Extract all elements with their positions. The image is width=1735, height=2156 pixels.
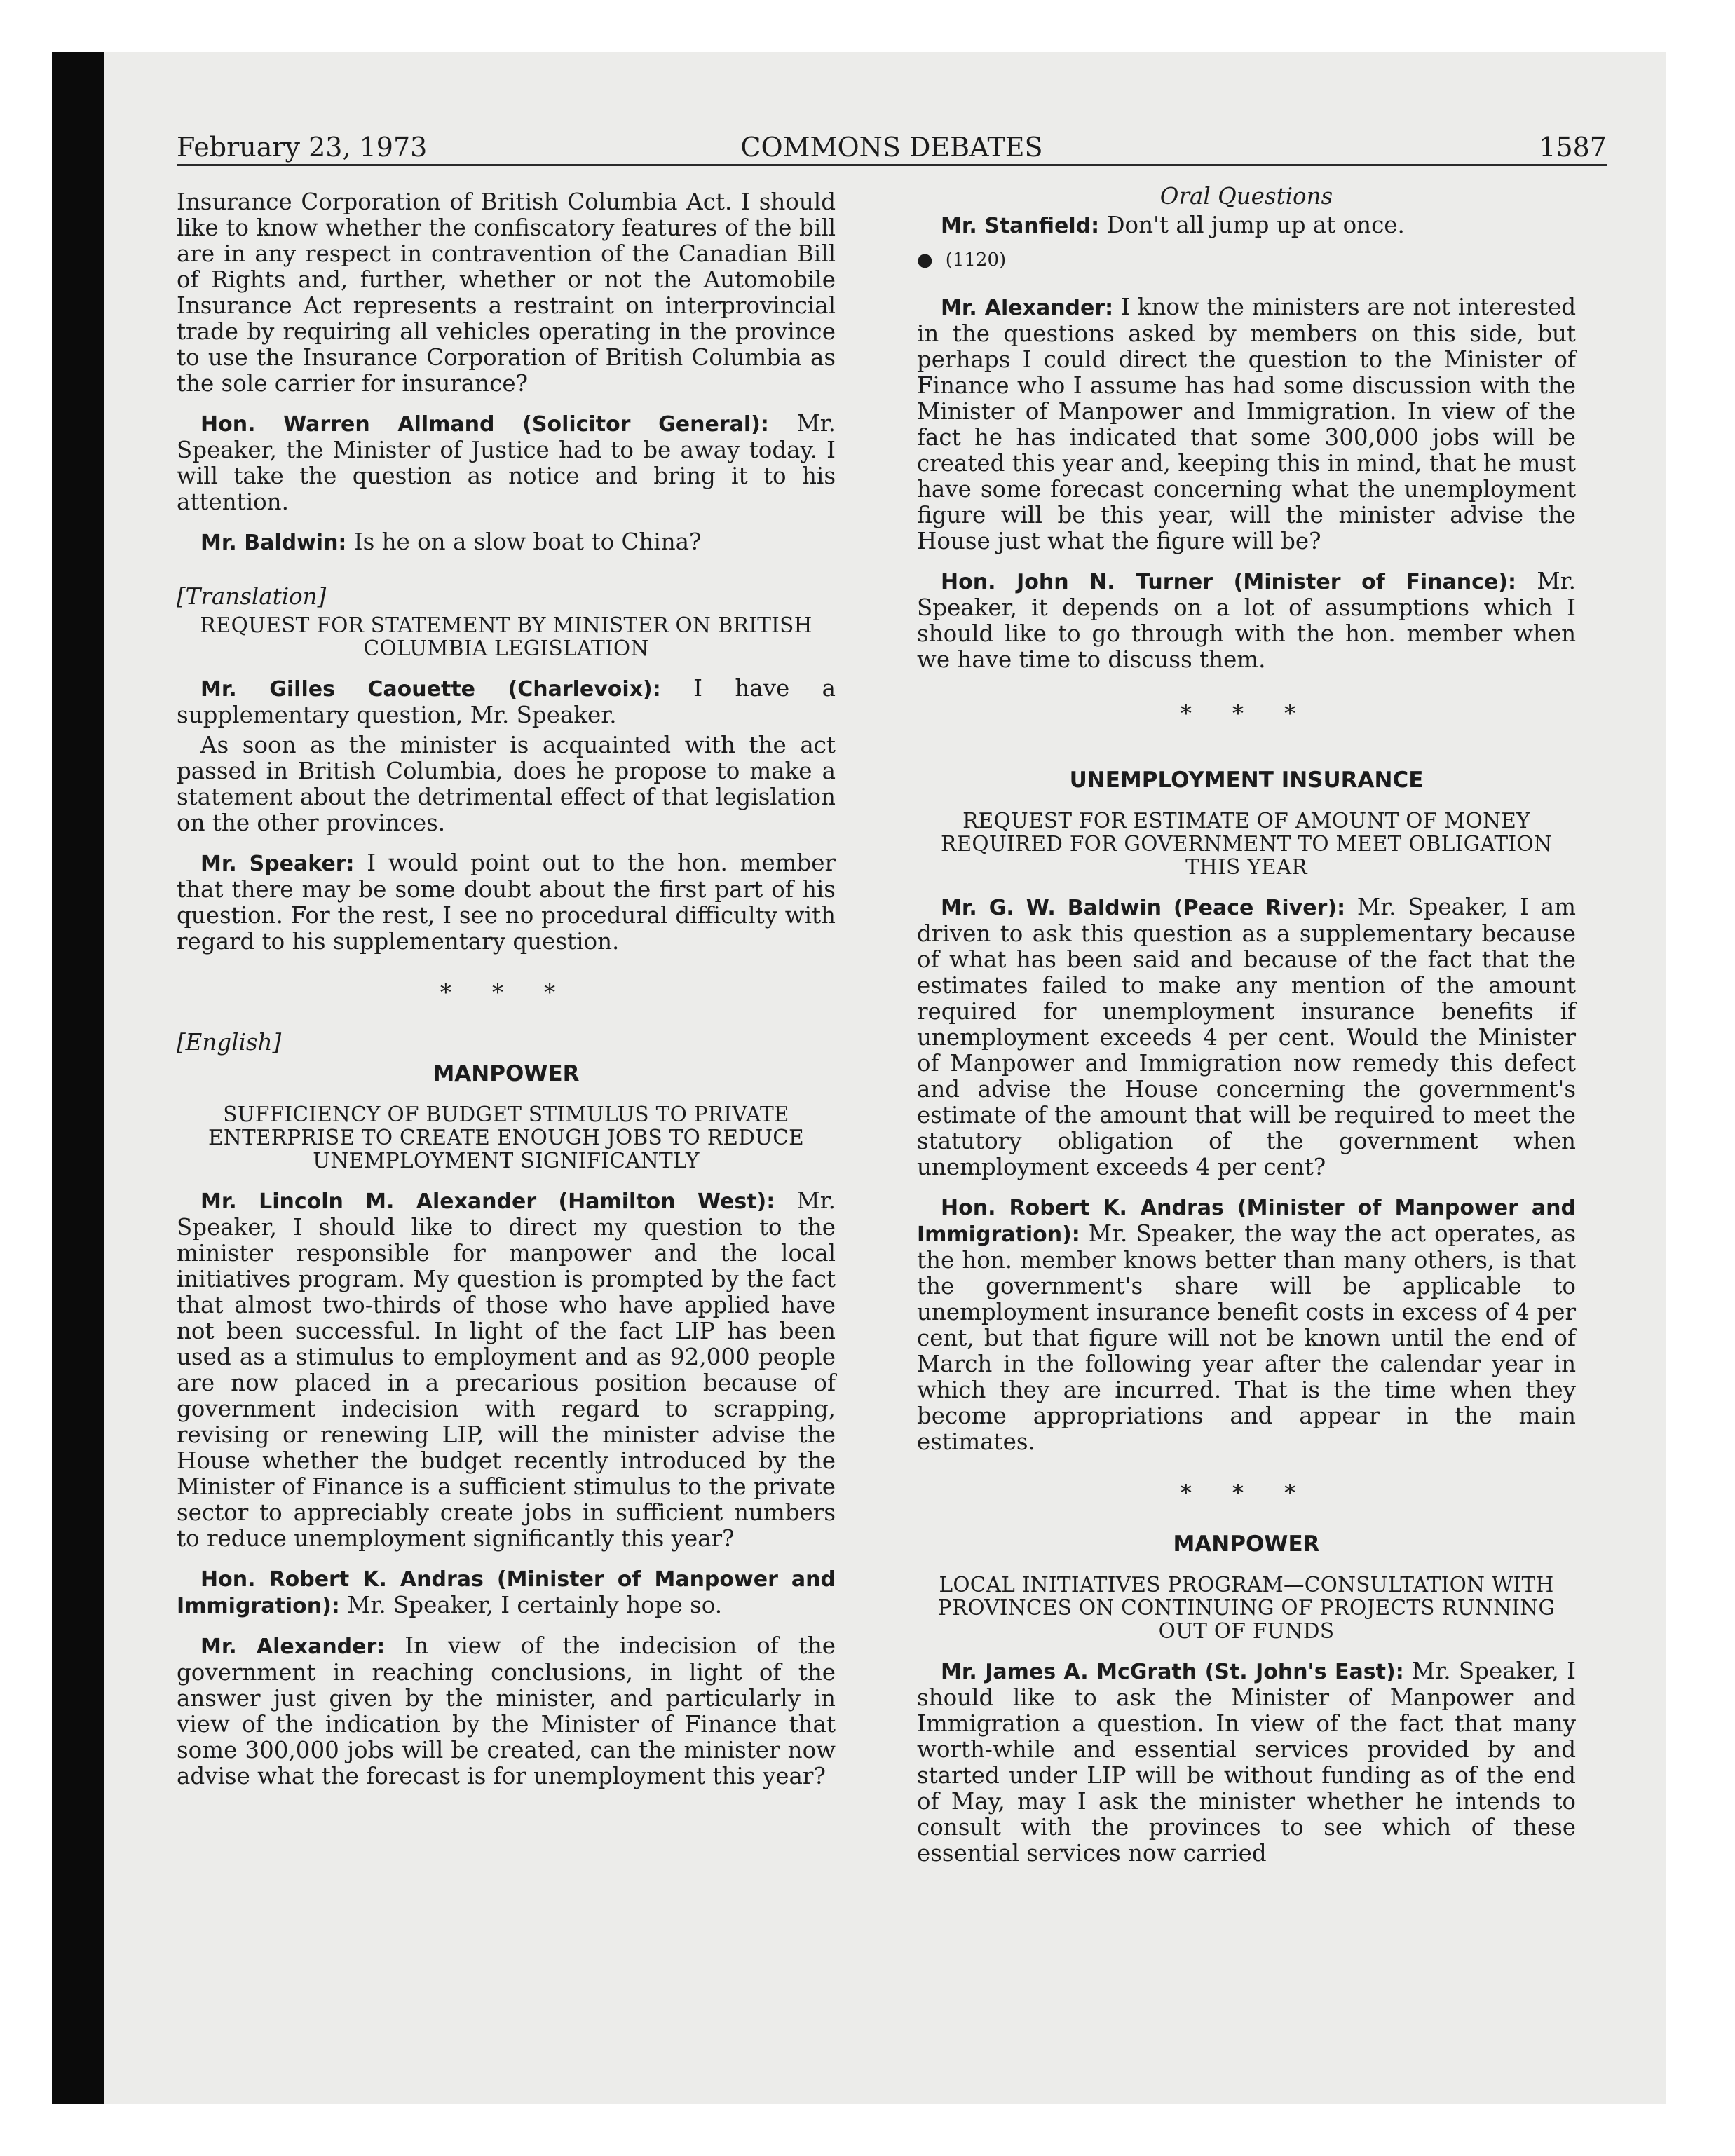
time-stamp: [917, 247, 1576, 273]
speaker-name: Hon. Robert K. Andras (Minister of Manpower and Immigration):: [917, 1196, 1576, 1247]
speaker-name: Mr. Baldwin:: [200, 531, 347, 555]
speech-speaker: [177, 850, 836, 955]
speaker-name: Mr. Lincoln M. Alexander (Hamilton West):: [200, 1189, 775, 1214]
speaker-name: Mr. Speaker:: [200, 852, 355, 876]
section-separator: * * *: [1180, 700, 1313, 727]
bullet-icon: ●: [917, 250, 933, 271]
speech-text: Mr. Speaker, I should like to ask the Minister of Manpower and Immigration a question. In view of the fact that many worth-while and essential services provided by and started under LIP will be without funding as of the end of May, may I ask the minister whether he intends to consult with the provinces to see which of these essential services now carried: [917, 1658, 1576, 1867]
speech-andras: [177, 1566, 836, 1619]
speech-stanfield: [917, 212, 1576, 239]
language-marker: [English]: [177, 1029, 282, 1056]
speaker-name: Mr. James A. McGrath (St. John's East):: [941, 1660, 1404, 1684]
right-column: [917, 183, 1577, 1881]
subheading: LOCAL INITIATIVES PROGRAM—CONSULTATION WITH PROVINCES ON CONTINUING OF PROJECTS RUNNING OUT OF FUNDS: [937, 1573, 1556, 1643]
speech-andras: [917, 1194, 1576, 1455]
left-column: [177, 189, 836, 1803]
speech-text: Mr. Speaker, the way the act operates, as the hon. member knows better than many others, is that the government's share will be applicable to unemployment insurance benefit costs in excess of 4 per cent, but that figure will not be known until the end of March in the following year after the calendar year in which they are incurred. That is the time when they become appropriations and appear in the main estimates.: [917, 1220, 1576, 1455]
speech-text: Mr. Speaker, I certainly hope so.: [339, 1592, 723, 1618]
page-header: [177, 130, 1607, 166]
speech-turner: [917, 568, 1576, 673]
binding-edge: [52, 52, 104, 2104]
section-heading: MANPOWER: [1173, 1531, 1320, 1557]
language-marker: [Translation]: [177, 583, 327, 610]
paragraph: Insurance Corporation of British Columbia Act. I should like to know whether the confiscatory features of the bill are in any respect in contravention of the Canadian Bill of Rights and, further, whether or not the Automobile Insurance Act represents a restraint on interprovincial trade by requiring all vehicles operating in the province to use the Insurance Corporation of British Columbia as the sole carrier for insurance?: [177, 189, 836, 397]
speech-text: I have a supplementary question, Mr. Speaker.: [177, 675, 836, 728]
speech-caouette: [177, 676, 836, 728]
section-heading: MANPOWER: [433, 1061, 580, 1086]
header-date: February 23, 1973: [177, 132, 428, 163]
speaker-name: Hon. Warren Allmand (Solicitor General):: [200, 412, 769, 437]
speaker-name: Mr. G. W. Baldwin (Peace River):: [941, 896, 1346, 920]
running-head: Oral Questions: [1159, 183, 1333, 210]
speech-gw-baldwin: [917, 894, 1576, 1180]
paragraph: As soon as the minister is acquainted with the act passed in British Columbia, does he propose to make a statement about the detrimental effect of that legislation on the other provinces.: [177, 732, 836, 836]
speech-baldwin: [177, 529, 836, 556]
section-separator: * * *: [440, 979, 573, 1006]
speech-alexander: [177, 1633, 836, 1789]
section-heading: UNEMPLOYMENT INSURANCE: [1069, 767, 1424, 793]
subheading: SUFFICIENCY OF BUDGET STIMULUS TO PRIVATE ENTERPRISE TO CREATE ENOUGH JOBS TO REDUCE UNEMPLOYMENT SIGNIFICANTLY: [208, 1103, 804, 1173]
speech-text: Mr. Speaker, I am driven to ask this question as a supplementary because of what has been said and because of the fact that the estimates failed to make any mention of the amount required for unemployment insurance benefits if unemployment exceeds 4 per cent. Would the Minister of Manpower and Immigration now remedy this defect and advise the House concerning the government's estimate of the amount that will be required to meet the statutory obligation of the government when unemployment exceeds 4 per cent?: [917, 894, 1576, 1180]
subheading: REQUEST FOR ESTIMATE OF AMOUNT OF MONEY REQUIRED FOR GOVERNMENT TO MEET OBLIGATION THIS YEAR: [940, 809, 1553, 879]
speech-mcgrath: [917, 1658, 1576, 1867]
speech-text: I know the ministers are not interested in the questions asked by members on this side, but perhaps I could direct the question to the Minister of Finance who I assume has had some discussion with the Minister of Manpower and Immigration. In view of the fact he has indicated that some 300,000 jobs will be created this year and, keeping this in mind, that he must have some forecast concerning what the unemployment figure will be this year, will the minister advise the House just what the figure will be?: [917, 294, 1577, 554]
header-title: COMMONS DEBATES: [740, 132, 1043, 163]
subheading: REQUEST FOR STATEMENT BY MINISTER ON BRITISH COLUMBIA LEGISLATION: [200, 613, 812, 660]
speaker-name: Mr. Gilles Caouette (Charlevoix):: [200, 677, 661, 702]
speech-text: Mr. Speaker, it depends on a lot of assumptions which I should like to go through with the hon. member when we have time to discuss them.: [917, 568, 1576, 673]
speech-allmand: [177, 411, 836, 515]
speech-text: Is he on a slow boat to China?: [346, 528, 702, 555]
speaker-name: Hon. Robert K. Andras (Minister of Manpower and Immigration):: [177, 1567, 836, 1618]
speaker-name: Mr. Alexander:: [941, 296, 1114, 320]
speech-alexander: [917, 294, 1576, 554]
speech-alexander: [177, 1188, 836, 1552]
speaker-name: Hon. John N. Turner (Minister of Finance):: [941, 570, 1516, 594]
time-text: (1120): [945, 250, 1007, 271]
speech-text: Mr. Speaker, I should like to direct my question to the minister responsible for manpower and the local initiatives program. My question is prompted by the fact that almost two-thirds of those who have applied have not been successful. In light of the fact LIP has been used as a stimulus to employment and as 92,000 people are now placed in a precarious position because of government indecision with regard to scrapping, revising or renewing LIP, will the minister advise the House whether the budget recently introduced by the Minister of Finance is a sufficient stimulus to the private sector to appreciably create jobs in sufficient numbers to reduce unemployment significantly this year?: [177, 1187, 836, 1552]
speech-text: I would point out to the hon. member that there may be some doubt about the first part of his question. For the rest, I see no procedural difficulty with regard to his supplementary question.: [177, 850, 836, 955]
speech-text: In view of the indecision of the government in reaching conclusions, in light of the answer just given by the minister, and particularly in view of the indication by the Minister of Finance that some 300,000 jobs will be created, can the minister now advise what the forecast is for unemployment this year?: [177, 1632, 836, 1789]
speech-text: Don't all jump up at once.: [1099, 212, 1405, 238]
speaker-name: Mr. Stanfield:: [941, 214, 1100, 238]
speech-text: Mr. Speaker, the Minister of Justice had to be away today. I will take the question as notice and bring it to his attention.: [177, 410, 836, 515]
speaker-name: Mr. Alexander:: [200, 1635, 386, 1659]
section-separator: * * *: [1180, 1480, 1313, 1506]
page-number: 1587: [1539, 132, 1607, 163]
